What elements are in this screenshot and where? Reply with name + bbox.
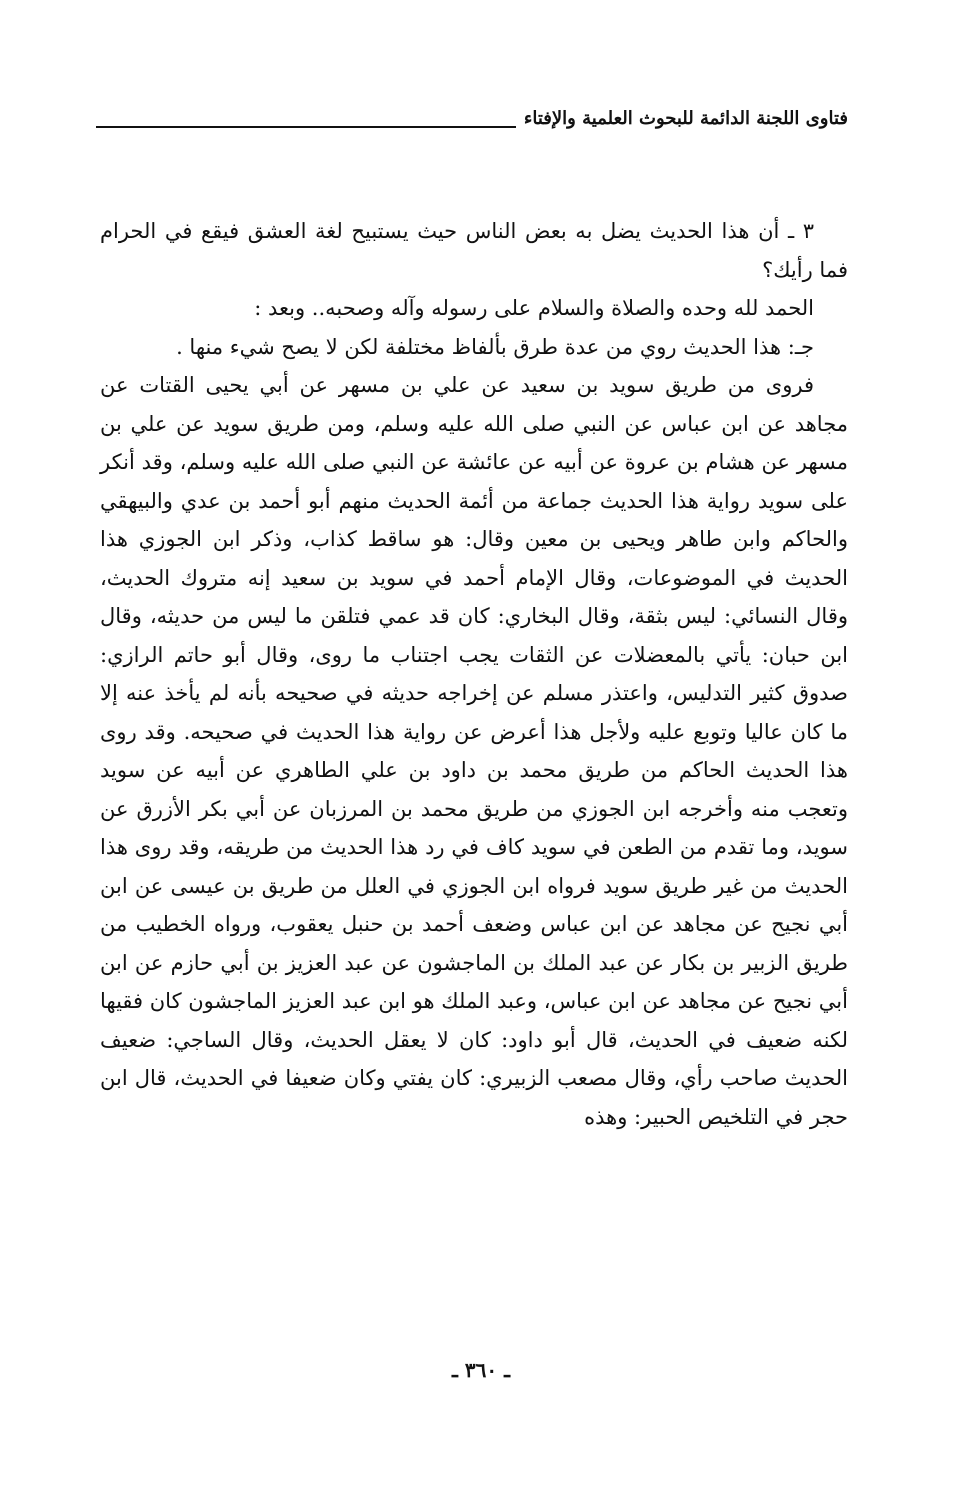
answer-intro: جـ: هذا الحديث روي من عدة طرق بألفاظ مختلفة لكن لا يصح شيء منها . [176, 334, 814, 359]
header-rule [96, 126, 516, 128]
running-header [96, 104, 848, 138]
main-text [100, 212, 848, 1136]
page-number: ـ ٣٦٠ ـ [452, 1358, 510, 1382]
answer-body: فروى من طريق سويد بن سعيد عن علي بن مسهر عن أبي يحيى القتات عن مجاهد عن ابن عباس عن النبي صلى الله عليه وسلم، ومن طريق سويد عن علي بن مسهر عن هشام بن عروة عن أبيه عن عائشة عن النبي صلى الله عليه وسلم، وقد أنكر على سويد رواية هذا الحديث جماعة من أئمة الحديث منهم أبو أحمد بن عدي والبيهقي والحاكم وابن طاهر ويحيى بن معين وقال: هو ساقط كذاب، وذكر ابن الجوزي هذا الحديث في الموضوعات، وقال الإمام أحمد في سويد بن سعيد إنه متروك الحديث، وقال النسائي: ليس بثقة، وقال البخاري: كان قد عمي فتلقن ما ليس من حديثه، وقال ابن حبان: يأتي بالمعضلات عن الثقات يجب اجتناب ما روى، وقال أبو حاتم الرازي: صدوق كثير التدليس، واعتذر مسلم عن إخراجه حديثه في صحيحه بأنه لم يأخذ عنه إلا ما كان عاليا وتوبع عليه ولأجل هذا أعرض عن رواية هذا الحديث في صحيحه. وقد روى هذا الحديث الحاكم من طريق محمد بن داود بن علي الطاهري عن أبيه عن سويد وتعجب منه وأخرجه ابن الجوزي من طريق محمد بن المرزبان عن أبي بكر الأزرق عن سويد، وما تقدم من الطعن في سويد كاف في رد هذا الحديث من طريقه، وقد روى هذا الحديث من غير طريق سويد فرواه ابن الجوزي في العلل من طريق بن عيسى عن ابن أبي نجيح عن مجاهد عن ابن عباس وضعف أحمد بن حنبل يعقوب، ورواه الخطيب من طريق الزبير بن بكار عن عبد الملك بن الماجشون عن عبد العزيز بن أبي حازم عن ابن أبي نجيح عن مجاهد عن ابن عباس، وعبد الملك هو ابن عبد العزيز الماجشون كان فقيها لكنه ضعيف في الحديث، قال أبو داود: كان لا يعقل الحديث، وقال الساجي: ضعيف الحديث صاحب رأي، وقال مصعب الزبيري: كان يفتي وكان ضعيفا في الحديث، قال ابن حجر في التلخيص الحبير: وهذه [100, 373, 849, 1129]
answer-opening: الحمد لله وحده والصلاة والسلام على رسوله وآله وصحبه.. وبعد : [254, 296, 814, 320]
header-title: فتاوى اللجنة الدائمة للبحوث العلمية والإفتاء [523, 108, 848, 129]
question-paragraph: ٣ ـ أن هذا الحديث يضل به بعض الناس حيث يستبيح لغة العشق فيقع في الحرام فما رأيك؟ [100, 219, 848, 282]
